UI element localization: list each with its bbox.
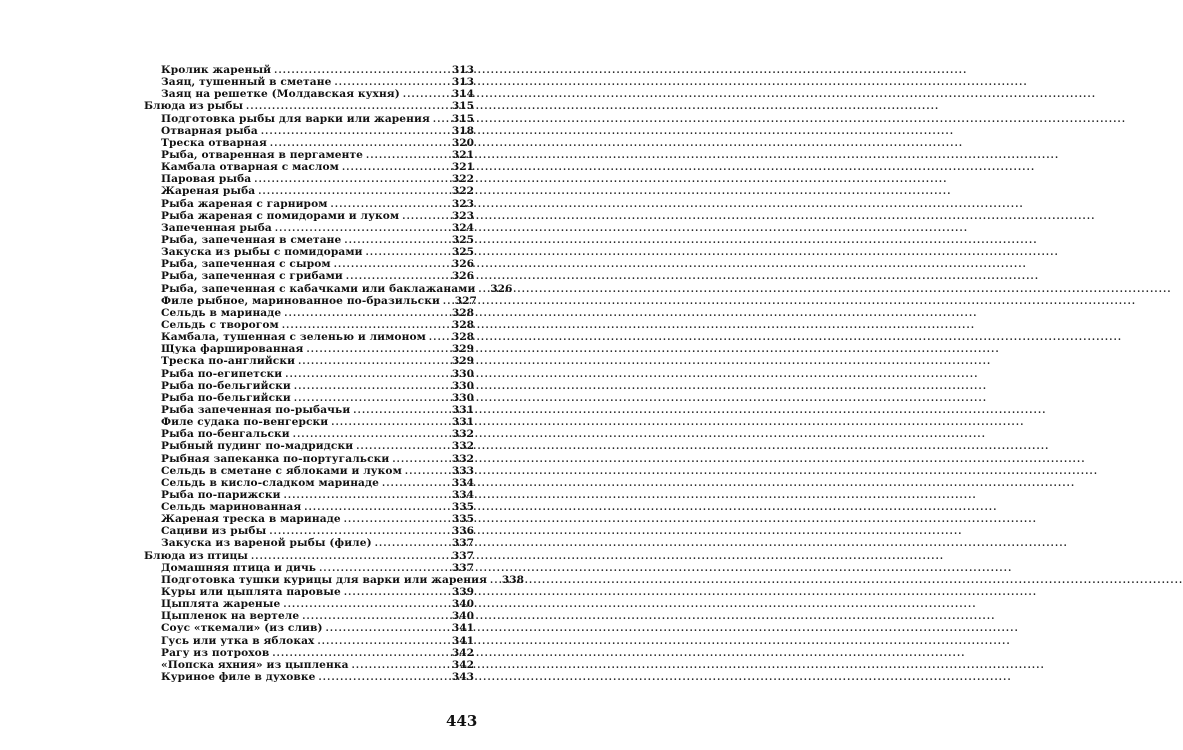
toc-entry-page: 315: [451, 100, 474, 113]
toc-entry: [144, 331, 474, 343]
dot-leader: [402, 211, 446, 223]
dot-leader: [261, 126, 446, 138]
toc-entry: [144, 161, 474, 173]
toc-entry-title: Рыбный пудинг по-мадридски: [161, 440, 354, 453]
toc-entry-title: Рыба по-египетски: [161, 367, 283, 380]
toc-entry: [144, 659, 474, 671]
toc-entry: [144, 246, 474, 258]
dot-leader: [283, 599, 446, 611]
toc-entry-title: Треска по-английски: [161, 355, 296, 368]
dot-leader: [302, 611, 446, 623]
toc-entry-page: 313: [451, 64, 474, 76]
toc-entry: [144, 501, 474, 513]
toc-entry: [144, 513, 474, 525]
toc-entry-title: Сельдь с творогом: [161, 318, 279, 331]
dot-leader: [317, 636, 446, 648]
toc-entry-title: Рыба по-бельгийски: [161, 391, 291, 404]
toc-section-heading: [144, 550, 474, 562]
toc-entry-title: Цыпленок на вертеле: [161, 610, 300, 623]
dot-leader: [284, 490, 446, 502]
toc-entry: [144, 440, 474, 452]
toc-entry-title: Филе рыбное, маринованное по-бразильски: [161, 294, 440, 307]
toc-entry: [144, 380, 474, 392]
toc-entry-page: 337: [451, 537, 474, 550]
toc-entry-title: Рыба, запеченная с кабачками или баклажанами: [161, 282, 476, 295]
toc-entry-title: Подготовка рыбы для варки или жарения: [161, 112, 430, 125]
toc-entry: [144, 198, 474, 210]
toc-entry-page: 334: [451, 488, 474, 501]
toc-entry: [144, 453, 474, 465]
toc-entry: [144, 137, 474, 149]
toc-entry-page: 341: [451, 634, 474, 647]
dot-leader: [353, 405, 446, 417]
dot-leader: [478, 284, 484, 296]
toc-entry: [144, 392, 474, 404]
toc-entry: [144, 586, 474, 598]
dot-leader: [366, 247, 446, 259]
dot-leader: [284, 308, 446, 320]
toc-entry-page: 340: [451, 598, 474, 611]
toc-entry: [144, 307, 474, 319]
toc-entry-title: Щука фаршированная: [161, 343, 304, 356]
dot-leader: [334, 259, 446, 271]
toc-entry-title: Закуска из рыбы с помидорами: [161, 246, 363, 259]
toc-entry-title: Камбала отварная с маслом: [161, 161, 339, 174]
toc-entry-page: 315: [451, 112, 474, 125]
dot-leader: [429, 332, 446, 344]
toc-entry: [144, 76, 474, 88]
toc-entry-title: Куриное филе в духовке: [161, 671, 316, 684]
toc-entry-page: 330: [451, 379, 474, 392]
toc-entry-page: 341: [451, 622, 474, 635]
toc-entry-page: 314: [451, 88, 474, 101]
toc-entry-page: 325: [451, 246, 474, 259]
toc-entry-page: 342: [451, 658, 474, 671]
toc-entry-page: 329: [451, 343, 474, 356]
toc-entry: [144, 88, 474, 100]
dot-leader: [490, 575, 496, 587]
toc-entry: [144, 598, 474, 610]
toc-entry-title: Блюда из рыбы: [144, 100, 244, 113]
toc-entry-page: 323: [451, 209, 474, 222]
toc-entry-page: 318: [451, 124, 474, 137]
toc-entry-title: «Попска яхния» из цыпленка: [161, 658, 349, 671]
toc-entry: [144, 428, 474, 440]
toc-entry: [144, 489, 474, 501]
toc-entry: [144, 537, 474, 549]
dot-leader: [342, 162, 446, 174]
toc-entry-page: 337: [451, 561, 474, 574]
toc-entry: [144, 525, 474, 537]
toc-entry: [144, 368, 474, 380]
dot-leader: [298, 356, 446, 368]
dot-leader: [366, 150, 446, 162]
toc-entry-title: Закуска из вареной рыбы (филе): [161, 537, 372, 550]
toc-entry-page: 331: [451, 403, 474, 416]
toc-entry: [144, 416, 474, 428]
toc-entry: [144, 210, 474, 222]
toc-entry-page: 332: [451, 440, 474, 453]
toc-entry-title: Рыба запеченная по-рыбачьи: [161, 403, 351, 416]
toc-entry: [144, 222, 474, 234]
toc-entry-page: 338: [501, 573, 525, 586]
toc-entry-title: Рыба, запеченная с сыром: [161, 258, 331, 271]
toc-entry-title: Рыба, запеченная с грибами: [161, 270, 343, 283]
toc-entry-title: Куры или цыплята паровые: [161, 586, 341, 599]
toc-entry-page: 313: [451, 76, 474, 89]
toc-entry: [144, 113, 474, 125]
toc-entry-title: Камбала, тушенная с зеленью и лимоном: [161, 331, 426, 344]
table-of-contents: [144, 64, 525, 684]
toc-entry-title: Заяц на решетке (Молдавская кухня): [161, 88, 400, 101]
toc-entry-page: 336: [451, 525, 474, 538]
toc-entry: [144, 343, 474, 355]
dot-leader: [254, 174, 446, 186]
toc-entry-page: 335: [451, 513, 474, 526]
toc-entry: [144, 647, 474, 659]
toc-entry-page: 322: [451, 185, 474, 198]
toc-entry-title: Рыба по-парижски: [161, 488, 281, 501]
toc-entry: [144, 270, 474, 282]
toc-entry-title: Заяц, тушенный в сметане: [161, 76, 332, 89]
toc-entry-title: Подготовка тушки курицы для варки или жарения: [161, 573, 488, 586]
toc-entry-page: 326: [490, 282, 513, 295]
toc-entry-title: Запеченная рыба: [161, 221, 272, 234]
toc-entry-page: 333: [451, 464, 474, 477]
dot-leader: [326, 623, 446, 635]
toc-entry-title: Блюда из птицы: [144, 549, 248, 562]
toc-entry-page: 321: [451, 161, 474, 174]
toc-entry-page: 340: [451, 610, 474, 623]
dot-leader: [331, 417, 446, 429]
toc-entry-page: 328: [451, 306, 474, 319]
toc-entry-page: 330: [451, 367, 474, 380]
toc-entry-title: Сельдь в сметане с яблоками и луком: [161, 464, 402, 477]
toc-entry: [144, 465, 474, 477]
toc-section-heading: [144, 100, 474, 112]
toc-entry: [144, 404, 474, 416]
toc-entry: [144, 671, 474, 683]
toc-entry-page: 343: [451, 671, 474, 684]
toc-entry-title: Гусь или утка в яблоках: [161, 634, 315, 647]
toc-entry-title: Рыба по-бенгальски: [161, 428, 290, 441]
toc-entry-title: Соус «ткемали» (из слив): [161, 622, 323, 635]
toc-entry-page: 323: [451, 197, 474, 210]
toc-entry-title: Рыба жареная с гарниром: [161, 197, 328, 210]
toc-entry-title: Жареная рыба: [161, 185, 256, 198]
dot-leader: [405, 466, 446, 478]
toc-entry-title: Сельдь в кисло-сладком маринаде: [161, 476, 380, 489]
toc-entry: [144, 282, 513, 295]
toc-entry-page: 322: [451, 173, 474, 186]
toc-entry-title: Рыба, отваренная в пергаменте: [161, 148, 363, 161]
toc-entry: [144, 173, 474, 185]
toc-entry-page: 321: [451, 148, 474, 161]
toc-entry-page: 330: [451, 391, 474, 404]
toc-entry-page: 342: [451, 646, 474, 659]
dot-leader: [403, 89, 446, 101]
dot-leader: [306, 344, 446, 356]
toc-entry: [144, 477, 474, 489]
toc-entry: [144, 355, 474, 367]
toc-entry: [144, 622, 474, 634]
toc-entry-page: 325: [451, 233, 474, 246]
toc-entry-page: 332: [451, 452, 474, 465]
toc-entry: [144, 149, 474, 161]
toc-entry-page: 334: [451, 476, 474, 489]
toc-entry-title: Рагу из потрохов: [161, 646, 270, 659]
dot-leader: [344, 514, 446, 526]
toc-entry-title: Рыба, запеченная в сметане: [161, 233, 342, 246]
toc-entry-title: Отварная рыба: [161, 124, 258, 137]
dot-leader: [382, 478, 446, 490]
toc-entry-page: 327: [454, 294, 477, 307]
toc-entry-page: 326: [451, 270, 474, 283]
toc-entry-title: Жареная треска в маринаде: [161, 513, 341, 526]
toc-entry-title: Рыбная запеканка по-португальски: [161, 452, 390, 465]
dot-leader: [285, 369, 446, 381]
dot-leader: [344, 587, 446, 599]
toc-entry: [144, 294, 477, 307]
toc-entry: [144, 610, 474, 622]
toc-entry-page: 337: [451, 549, 474, 562]
toc-entry-page: 329: [451, 355, 474, 368]
toc-entry-title: Рыба по-бельгийски: [161, 379, 291, 392]
toc-entry-title: Цыплята жареные: [161, 598, 281, 611]
dot-leader: [433, 114, 446, 126]
toc-entry-title: Треска отварная: [161, 136, 267, 149]
toc-entry: [144, 319, 474, 331]
dot-leader: [352, 660, 446, 672]
toc-entry-page: 335: [451, 501, 474, 514]
toc-entry-page: 324: [451, 221, 474, 234]
dot-leader: [294, 381, 446, 393]
toc-entry-page: 320: [451, 136, 474, 149]
toc-entry-title: Сельдь маринованная: [161, 501, 302, 514]
toc-entry-title: Сельдь в маринаде: [161, 306, 282, 319]
dot-leader: [375, 538, 446, 550]
toc-entry: [144, 573, 525, 586]
toc-entry: [144, 125, 474, 137]
toc-entry-page: 339: [451, 586, 474, 599]
toc-entry: [144, 234, 474, 246]
toc-entry: [144, 562, 474, 574]
toc-entry-title: Домашняя птица и дичь: [161, 561, 317, 574]
toc-entry-page: 328: [451, 331, 474, 344]
page-number: 443: [446, 712, 478, 730]
toc-entry-page: 331: [451, 416, 474, 429]
toc-entry-title: Рыба жареная с помидорами и луком: [161, 209, 400, 222]
toc-entry-page: 328: [451, 318, 474, 331]
toc-entry: [144, 635, 474, 647]
toc-entry-page: 326: [451, 258, 474, 271]
toc-entry-title: Сациви из рыбы: [161, 525, 267, 538]
toc-entry-title: Кролик жареный: [161, 64, 272, 76]
toc-entry: [144, 258, 474, 270]
toc-entry-page: 332: [451, 428, 474, 441]
toc-entry: [144, 185, 474, 197]
dot-leader: [318, 672, 446, 684]
toc-entry-title: Паровая рыба: [161, 173, 252, 186]
toc-entry: [144, 64, 474, 76]
toc-entry-title: Филе судака по-венгерски: [161, 416, 329, 429]
